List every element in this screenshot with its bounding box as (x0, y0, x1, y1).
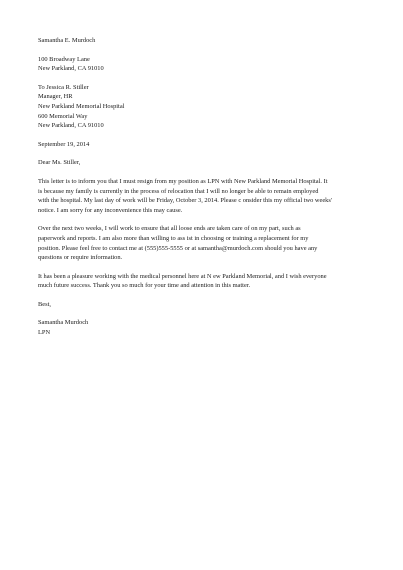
paragraph-2 (38, 224, 398, 262)
recipient-line5: New Parkland, CA 91010 (38, 122, 104, 130)
paragraph-3 (38, 272, 398, 291)
sender-name: Samantha E. Murdoch (38, 37, 96, 44)
paragraph-line: notice. I am sorry for any inconvenience this may cause. (38, 206, 183, 214)
paragraph-line: This letter is to inform you that I must resign from my position as LPN with New Parkland Memorial Hospital. It (38, 177, 328, 185)
paragraph-1 (38, 177, 398, 215)
closing: Best, (38, 300, 51, 308)
paragraph-line: questions or require information. (38, 254, 123, 262)
paragraph-line: It has been a pleasure working with the medical personnel here at N ew Parkland Memorial, and I wish everyone (38, 272, 327, 280)
letter-date: September 19, 2014 (38, 140, 90, 148)
paragraph-line: Over the next two weeks, I will work to ensure that all loose ends are taken care of on my part, such as (38, 225, 301, 233)
sender-block (38, 36, 398, 46)
recipient-line1: To Jessica R. Stiller (38, 83, 89, 91)
paragraph-line: paperwork and reports. I am also more than willing to ass ist in choosing or training a replacement for my (38, 234, 309, 242)
salutation: Dear Ms. Stiller, (38, 159, 81, 167)
paragraph-line: position. Please feel free to contact me at (555)555-5555 or at samantha@murdoch.com should you have any (38, 244, 318, 252)
signature-title: LPN (38, 329, 51, 337)
sender-address-line1: 100 Broadway Lane (38, 55, 90, 63)
recipient-line4: 600 Memorial Way (38, 112, 88, 120)
sender-address (38, 55, 398, 74)
resignation-letter (38, 36, 398, 338)
recipient-line2: Manager, HR (38, 93, 73, 101)
paragraph-line: is because my family is currently in the process of relocation that I will no longer be able to remain employed (38, 187, 319, 195)
sender-address-line2: New Parkland, CA 91010 (38, 65, 104, 73)
paragraph-line: with the hospital. My last day of work will be Friday, October 3, 2014. Please c onsider this my official two weeks' (38, 197, 333, 205)
recipient-line3: New Parkland Memorial Hospital (38, 102, 125, 110)
recipient-block (38, 83, 398, 131)
signature-name: Samantha Murdoch (38, 319, 89, 327)
signature-block (38, 318, 398, 337)
paragraph-line: much future success. Thank you so much for your time and attention in this matter. (38, 282, 251, 290)
